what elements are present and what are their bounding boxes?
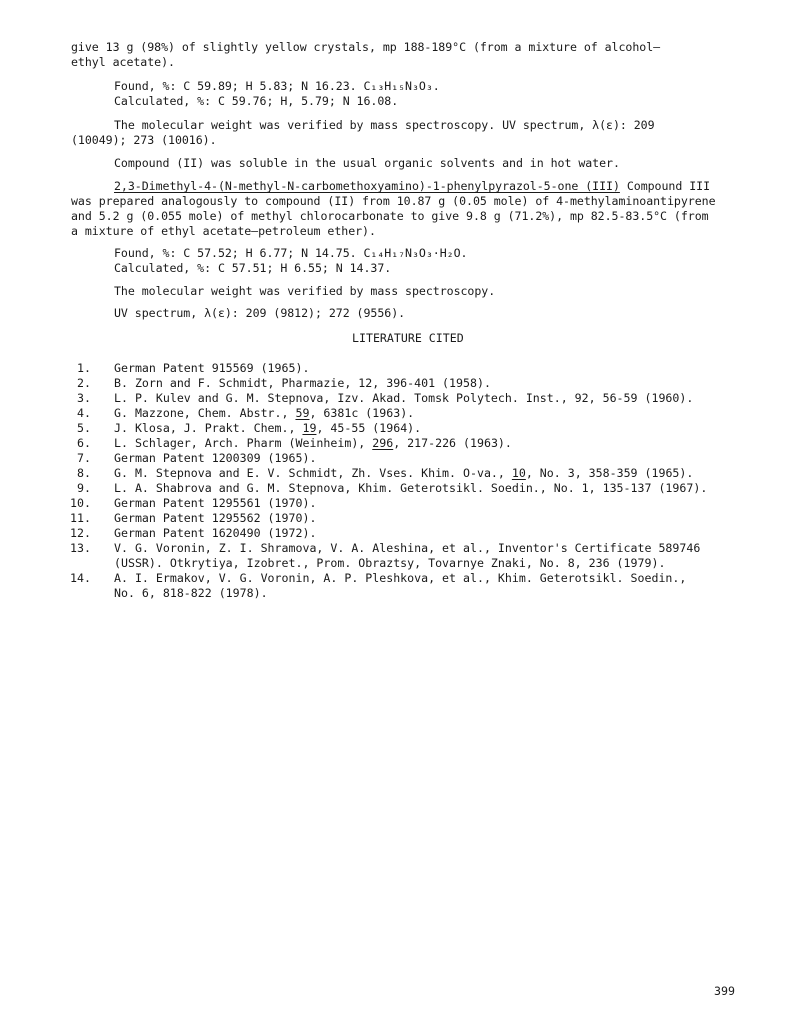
reference-text: L. A. Shabrova and G. M. Stepnova, Khim. Geterotsikl. Soedin., No. 1, 135-137 (1967). <box>114 481 708 495</box>
reference-text: German Patent 1620490 (1972). <box>114 526 317 540</box>
calculated-analysis: Calculated, %: C 57.51; H 6.55; N 14.37. <box>114 261 392 275</box>
reference-text-part: , 217-226 (1963). <box>393 436 512 450</box>
reference-volume: 59 <box>295 406 310 420</box>
reference-text: B. Zorn and F. Schmidt, Pharmazie, 12, 396-401 (1958). <box>114 376 491 390</box>
reference-number: 12. <box>70 526 91 540</box>
reference-text: V. G. Voronin, Z. I. Shramova, V. A. Aleshina, et al., Inventor's Certificate 589746 <box>114 541 701 555</box>
reference-text-part: L. Schlager, Arch. Pharm (Weinheim), <box>114 436 373 450</box>
reference-text: German Patent 915569 (1965). <box>114 361 310 375</box>
compound-title: 2,3-Dimethyl-4-(N-methyl-N-carbomethoxyamino)-1-phenylpyrazol-5-one (III) <box>114 179 620 193</box>
body-text-line: UV spectrum, λ(ε): 209 (9812); 272 (9556). <box>114 306 406 320</box>
reference-number: 9. <box>77 481 91 495</box>
reference-text-part: G. Mazzone, Chem. Abstr., <box>114 406 296 420</box>
reference-text-continuation: No. 6, 818-822 (1978). <box>114 586 268 600</box>
body-text-line: give 13 g (98%) of slightly yellow crystals, mp 188-189°C (from a mixture of alcohol— <box>71 40 661 54</box>
body-text-line: a mixture of ethyl acetate—petroleum ether). <box>71 224 376 238</box>
found-analysis: Found, %: C 57.52; H 6.77; N 14.75. C₁₄H₁₇N₃O₃·H₂O. <box>114 246 468 260</box>
reference-number: 8. <box>77 466 91 480</box>
reference-volume: 19 <box>302 421 317 435</box>
reference-text: German Patent 1200309 (1965). <box>114 451 317 465</box>
reference-text <box>114 466 693 480</box>
calculated-analysis: Calculated, %: C 59.76; H, 5.79; N 16.08. <box>114 94 399 108</box>
found-analysis: Found, %: C 59.89; H 5.83; N 16.23. C₁₃H₁₅N₃O₃. <box>114 79 440 93</box>
reference-text-part: , 6381c (1963). <box>309 406 415 420</box>
compound-heading-line <box>114 179 710 193</box>
body-text-fragment: Compound III <box>619 179 710 193</box>
reference-number: 3. <box>77 391 91 405</box>
reference-number: 7. <box>77 451 91 465</box>
reference-text-part: G. M. Stepnova and E. V. Schmidt, Zh. Vses. Khim. O-va., <box>114 466 512 480</box>
reference-number: 11. <box>70 511 91 525</box>
reference-text: German Patent 1295561 (1970). <box>114 496 317 510</box>
reference-number: 13. <box>70 541 91 555</box>
reference-text: A. I. Ermakov, V. G. Voronin, A. P. Pleshkova, et al., Khim. Geterotsikl. Soedin., <box>114 571 687 585</box>
body-text-line: The molecular weight was verified by mass spectroscopy. UV spectrum, λ(ε): 209 <box>114 118 655 132</box>
body-text-line: and 5.2 g (0.055 mole) of methyl chlorocarbonate to give 9.8 g (71.2%), mp 82.5-83.5°C (from <box>71 209 709 223</box>
reference-number: 4. <box>77 406 91 420</box>
page-number: 399 <box>714 984 735 998</box>
reference-text-part: , No. 3, 358-359 (1965). <box>525 466 694 480</box>
body-text-line: was prepared analogously to compound (II) from 10.87 g (0.05 mole) of 4-methylaminoantipyrene <box>71 194 716 208</box>
reference-number: 1. <box>77 361 91 375</box>
reference-number: 10. <box>70 496 91 510</box>
reference-text: German Patent 1295562 (1970). <box>114 511 317 525</box>
body-text-line: ethyl acetate). <box>71 55 175 69</box>
body-text-line: The molecular weight was verified by mass spectroscopy. <box>114 284 496 298</box>
reference-text-part: J. Klosa, J. Prakt. Chem., <box>114 421 303 435</box>
reference-volume: 10 <box>511 466 526 480</box>
reference-text: L. P. Kulev and G. M. Stepnova, Izv. Akad. Tomsk Polytech. Inst., 92, 56-59 (1960). <box>114 391 694 405</box>
body-text-line: Compound (II) was soluble in the usual organic solvents and in hot water. <box>114 156 620 170</box>
reference-text <box>114 421 421 435</box>
reference-number: 5. <box>77 421 91 435</box>
reference-text <box>114 436 512 450</box>
reference-number: 6. <box>77 436 91 450</box>
reference-text <box>114 406 414 420</box>
section-heading: LITERATURE CITED <box>352 331 464 345</box>
reference-number: 2. <box>77 376 91 390</box>
reference-text-part: , 45-55 (1964). <box>316 421 422 435</box>
reference-number: 14. <box>70 571 91 585</box>
body-text-line: (10049); 273 (10016). <box>71 133 217 147</box>
reference-volume: 296 <box>372 436 394 450</box>
reference-text-continuation: (USSR). Otkrytiya, Izobret., Prom. Obraztsy, Tovarnye Znaki, No. 8, 236 (1979). <box>114 556 666 570</box>
